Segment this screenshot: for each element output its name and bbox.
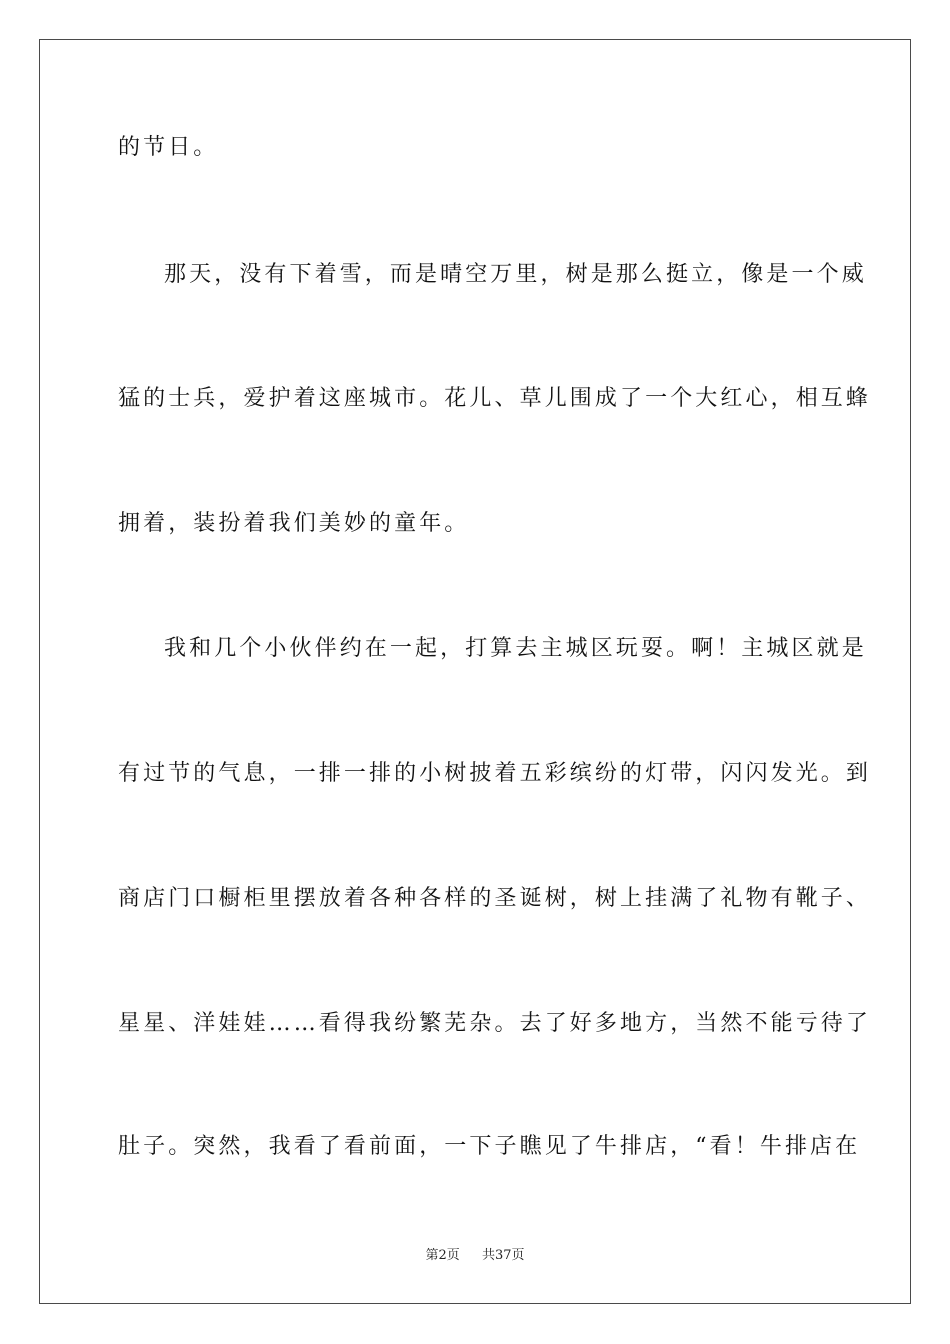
text-line: 拥着，装扮着我们美妙的童年。 (118, 511, 470, 536)
page-number: 第2页 (425, 1248, 460, 1263)
total-pages: 共37页 (482, 1248, 525, 1263)
text-line: 有过节的气息，一排一排的小树披着五彩缤纷的灯带，闪闪发光。到 (118, 761, 872, 786)
text-line: 猛的士兵，爱护着这座城市。花儿、草儿围成了一个大红心，相互蜂 (118, 386, 872, 411)
text-line: 肚子。突然，我看了看前面，一下子瞧见了牛排店，“看！牛排店在 (118, 1134, 861, 1159)
page-footer (0, 1247, 950, 1265)
paragraph-start-line: 那天，没有下着雪，而是晴空万里，树是那么挺立，像是一个威 (164, 262, 867, 287)
text-line: 的节日。 (118, 135, 219, 160)
text-line: 星星、洋娃娃……看得我纷繁芜杂。去了好多地方，当然不能亏待了 (118, 1011, 872, 1036)
text-line: 商店门口橱柜里摆放着各种各样的圣诞树，树上挂满了礼物有靴子、 (118, 886, 872, 911)
paragraph-start-line: 我和几个小伙伴约在一起，打算去主城区玩耍。啊！主城区就是 (164, 636, 867, 661)
page-border (39, 39, 911, 1304)
